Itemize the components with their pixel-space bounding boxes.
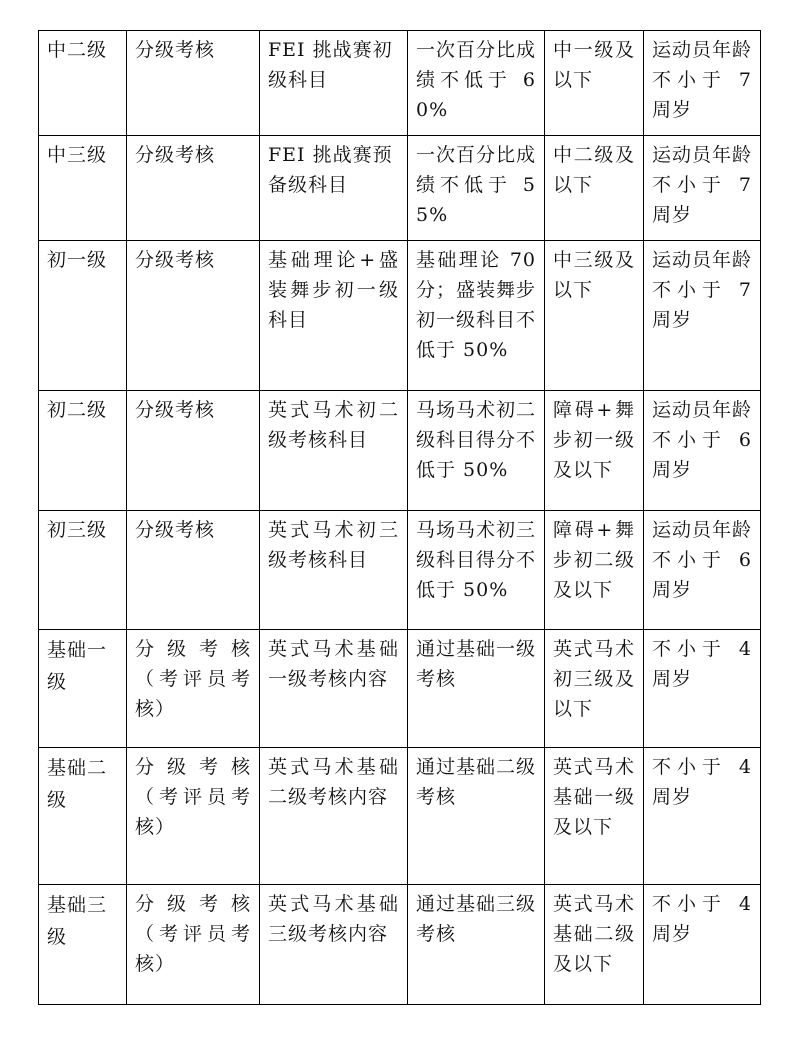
level-cell: 中二级 (39, 31, 127, 136)
table-row (39, 630, 761, 748)
eligible-level-cell: 障碍+舞步初二级及以下 (545, 511, 644, 630)
subject-cell: 英式马术基础三级考核内容 (260, 885, 408, 1005)
table-row (39, 511, 761, 630)
score-cell: 马场马术初三级科目得分不低于 50% (408, 511, 545, 630)
age-cell: 运动员年龄不小于 7 周岁 (644, 241, 761, 391)
subject-cell: 英式马术初二级考核科目 (260, 391, 408, 511)
eligible-level-cell: 中二级及以下 (545, 136, 644, 241)
eligible-level-cell: 英式马术初三级及以下 (545, 630, 644, 748)
level-cell: 基础二级 (39, 748, 127, 885)
subject-cell: FEI 挑战赛初级科目 (260, 31, 408, 136)
level-cell: 初三级 (39, 511, 127, 630)
level-cell: 中三级 (39, 136, 127, 241)
age-cell: 运动员年龄不小于 7 周岁 (644, 136, 761, 241)
subject-cell: 英式马术基础二级考核内容 (260, 748, 408, 885)
eligible-level-cell: 英式马术基础二级及以下 (545, 885, 644, 1005)
method-cell: 分级考核 (127, 391, 260, 511)
score-cell: 马场马术初二级科目得分不低于 50% (408, 391, 545, 511)
age-cell: 不小于 4 周岁 (644, 630, 761, 748)
table-row (39, 136, 761, 241)
subject-cell: 基础理论+盛装舞步初一级科目 (260, 241, 408, 391)
age-cell: 不小于 4 周岁 (644, 748, 761, 885)
score-cell: 通过基础三级考核 (408, 885, 545, 1005)
method-cell: 分级考核（考评员考核） (127, 748, 260, 885)
eligible-level-cell: 中三级及以下 (545, 241, 644, 391)
table-row (39, 31, 761, 136)
score-cell: 基础理论 70 分；盛装舞步初一级科目不低于 50% (408, 241, 545, 391)
subject-cell: 英式马术基础一级考核内容 (260, 630, 408, 748)
score-cell: 一次百分比成绩不低于 60% (408, 31, 545, 136)
method-cell: 分级考核 (127, 241, 260, 391)
method-cell: 分级考核 (127, 511, 260, 630)
level-cell: 基础三级 (39, 885, 127, 1005)
age-cell: 不小于 4 周岁 (644, 885, 761, 1005)
grade-requirements-table (38, 30, 761, 1005)
level-cell: 初一级 (39, 241, 127, 391)
subject-cell: FEI 挑战赛预备级科目 (260, 136, 408, 241)
subject-cell: 英式马术初三级考核科目 (260, 511, 408, 630)
eligible-level-cell: 英式马术基础一级及以下 (545, 748, 644, 885)
table-row (39, 241, 761, 391)
method-cell: 分级考核 (127, 31, 260, 136)
level-cell: 初二级 (39, 391, 127, 511)
age-cell: 运动员年龄不小于 6 周岁 (644, 391, 761, 511)
age-cell: 运动员年龄不小于 6 周岁 (644, 511, 761, 630)
score-cell: 一次百分比成绩不低于 55% (408, 136, 545, 241)
table-row (39, 391, 761, 511)
eligible-level-cell: 中一级及以下 (545, 31, 644, 136)
age-cell: 运动员年龄不小于 7 周岁 (644, 31, 761, 136)
score-cell: 通过基础一级考核 (408, 630, 545, 748)
method-cell: 分级考核 (127, 136, 260, 241)
method-cell: 分级考核（考评员考核） (127, 885, 260, 1005)
eligible-level-cell: 障碍+舞步初一级及以下 (545, 391, 644, 511)
score-cell: 通过基础二级考核 (408, 748, 545, 885)
method-cell: 分级考核（考评员考核） (127, 630, 260, 748)
table-row (39, 885, 761, 1005)
table-row (39, 748, 761, 885)
level-cell: 基础一级 (39, 630, 127, 748)
